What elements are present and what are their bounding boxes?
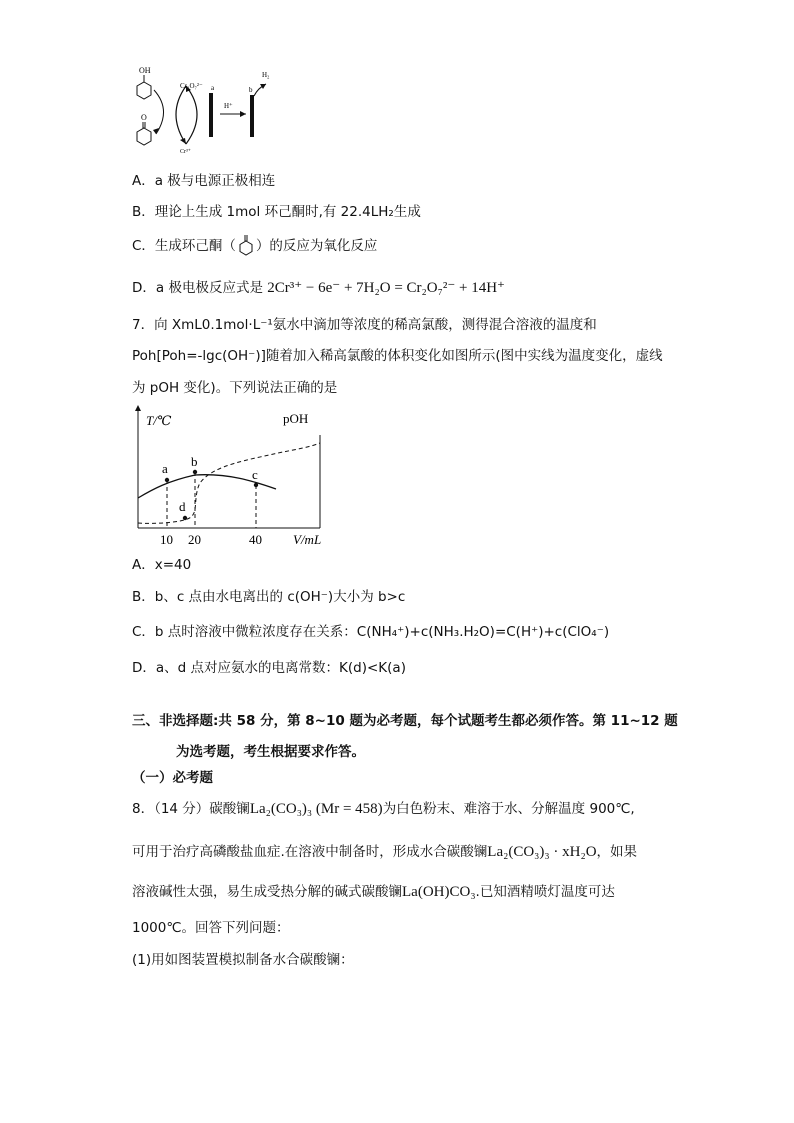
q6-option-d-pre: D．a 极电极反应式是 [132,280,263,296]
q8-line2-post: ，如果 [596,844,638,860]
x-tick-20: 20 [188,532,201,547]
cyclohexanol-ring [137,82,151,99]
q7-option-b: B．b、c 点由水电离出的 c(OH⁻)大小为 b>c [132,589,406,605]
q7-line1: 7．向 XmL0.1mol·L⁻¹氨水中滴加等浓度的稀高氯酸，测得混合溶液的温度和 [132,317,597,333]
point-label-d: d [179,499,186,514]
q7-line3: 为 pOH 变化)。下列说法正确的是 [132,380,338,396]
q6-option-b: B．理论上生成 1mol 环己酮时,有 22.4LH₂生成 [132,204,421,220]
q8-line4: 1000℃。回答下列问题： [132,920,290,936]
point-d [183,516,187,520]
cyclohexanone-icon [236,234,256,258]
section3-title-line2: 为选考题，考生根据要求作答。 [176,744,365,760]
q8-line1-post: 为白色粉末、难溶于水、分解温度 900℃, [382,801,635,817]
q6-option-c [132,234,377,258]
q8-line2 [132,842,637,862]
y-label-right: pOH [283,411,309,426]
point-label-b: b [191,454,198,469]
q6-option-c-pre: C．生成环己酮（ [132,238,236,254]
electrode-b-label: b [249,86,253,94]
cr2o7-label: Cr₂O₇²⁻ [180,82,203,90]
q8-line3 [132,882,615,902]
q6-option-d [132,278,505,298]
section3-subtitle: （一）必考题 [132,770,213,786]
electrode-a-label: a [211,84,215,92]
q8-line3-pre: 溶液碱性太强，易生成受热分解的碱式碳酸镧 [132,884,402,900]
electrolysis-figure [128,62,288,162]
point-b [193,470,197,474]
q8-formula-hydrate: La₂(CO₃)₃ · xH₂O [487,844,597,860]
oh-label: OH [139,66,151,75]
ketone-o: O [141,113,147,122]
poh-curve [138,443,320,523]
temperature-poh-chart [128,405,338,550]
q7-option-a: A．x=40 [132,557,192,573]
h-plus-label: H⁺ [224,102,233,110]
q6-option-d-equation: 2Cr³⁺ − 6e⁻ + 7H₂O = Cr₂O₇²⁻ + 14H⁺ [267,280,505,296]
section3-title-line1: 三、非选择题:共 58 分，第 8~10 题为必考题，每个试题考生都必须作答。第 11~12 题 [132,713,678,729]
q8-line1 [132,799,635,819]
h2-label: H₂ [262,71,270,79]
q8-formula-basic: La(OH)CO₃ [402,884,476,900]
q8-line1-pre: 8．（14 分）碳酸镧 [132,801,250,817]
q8-formula-la2co3: La₂(CO₃)₃ (Mr = 458) [249,801,383,817]
electrode-a [209,93,213,137]
q8-line5: (1)用如图装置模拟制备水合碳酸镧： [132,952,354,968]
point-label-c: c [252,467,258,482]
y-label-left: T/℃ [146,413,172,428]
x-label: V/mL [293,532,322,547]
cr3-label: Cr³⁺ [180,149,191,155]
point-a [165,478,169,482]
q6-option-a: A．a 极与电源正极相连 [132,173,276,189]
q8-line2-pre: 可用于治疗高磷酸盐血症.在溶液中制备时，形成水合碳酸镧 [132,844,488,860]
q6-option-c-post: ）的反应为氧化反应 [255,238,378,254]
point-label-a: a [162,461,168,476]
x-tick-40: 40 [249,532,262,547]
x-tick-10: 10 [160,532,173,547]
q7-option-c: C．b 点时溶液中微粒浓度存在关系：C(NH₄⁺)+c(NH₃.H₂O)=C(H⁺)+c(ClO₄⁻) [132,624,610,640]
q8-line3-post: .已知酒精喷灯温度可达 [475,884,615,900]
electrode-b [250,95,254,137]
point-c [254,483,258,487]
cyclohexanone-ring [137,128,151,145]
q7-option-d: D．a、d 点对应氨水的电离常数：K(d)<K(a) [132,660,406,676]
q7-line2: Poh[Poh=-lgc(OH⁻)]随着加入稀高氯酸的体积变化如图所示(图中实线为温度变化，虚线 [132,348,663,364]
